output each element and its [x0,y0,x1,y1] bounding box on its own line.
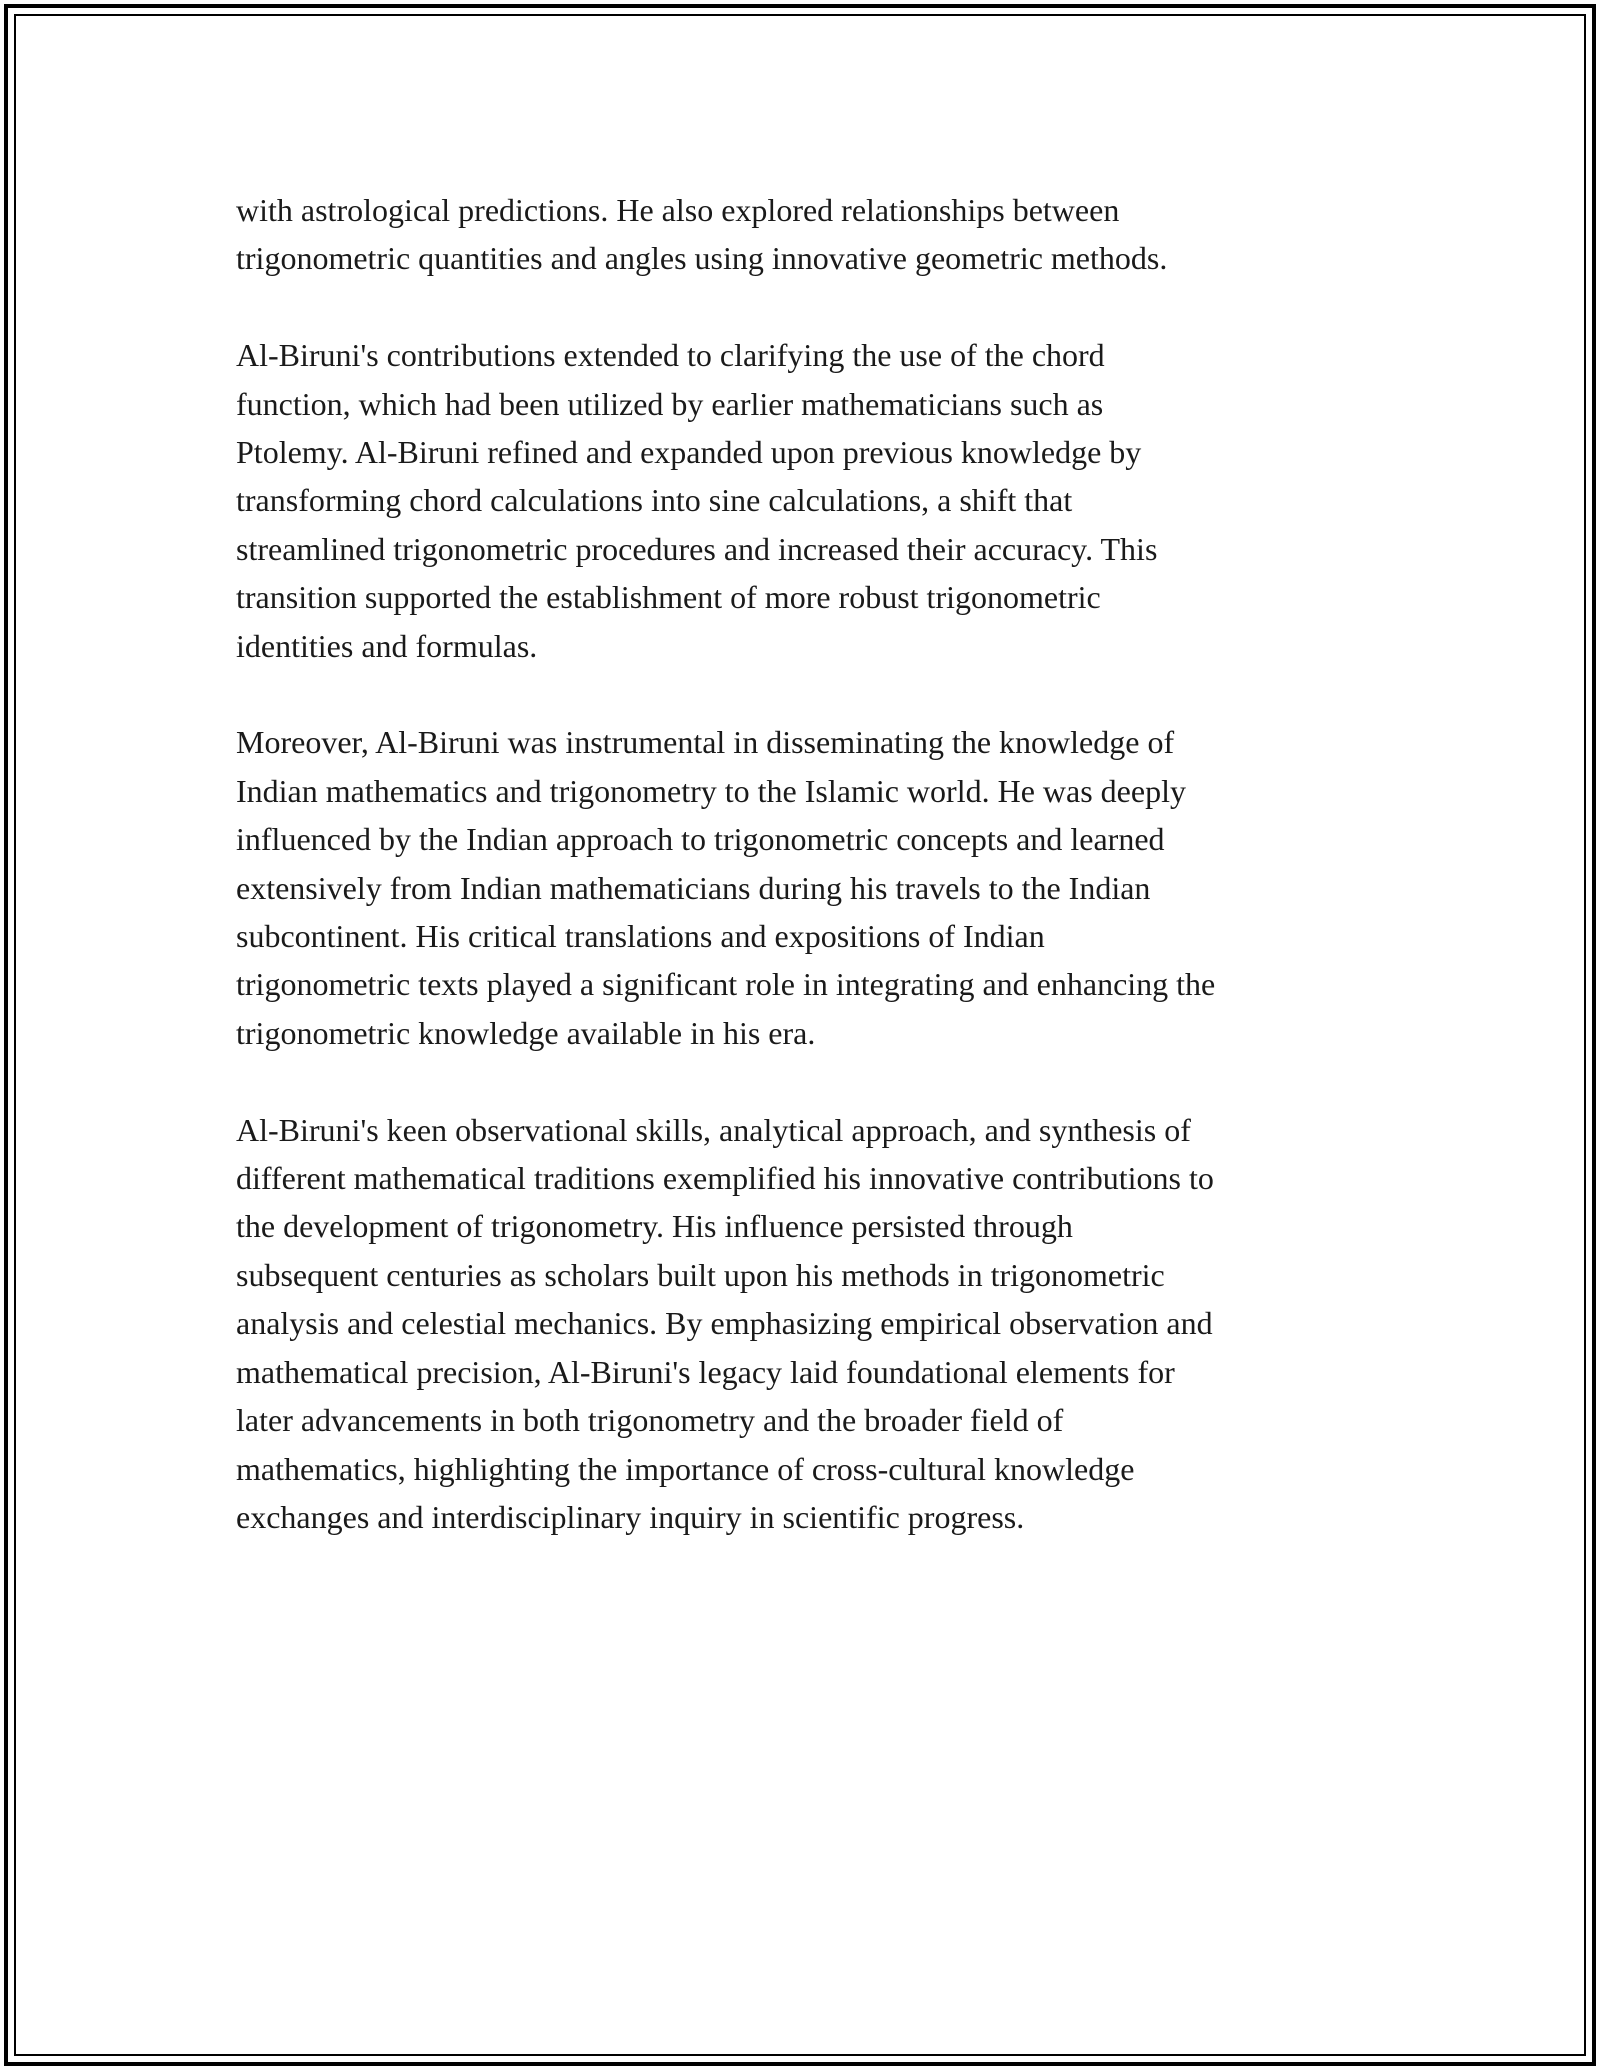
paragraph-3: Moreover, Al-Biruni was instrumental in disseminating the knowledge of Indian mathematics and trigonometry to the Islamic world. He was deeply influenced by the Indian approach to trigonometric concepts and learned extensively from Indian mathematicians during his travels to the Indian subcontinent. His critical translations and expositions of Indian trigonometric texts played a significant role in integrating and enhancing the trigonometric knowledge available in his era. [236,724,1216,1051]
document-body [236,186,1366,1590]
paragraph-1: with astrological predictions. He also explored relationships between trigonometric quantities and angles using innovative geometric methods. [236,192,1168,277]
paragraph-2: Al-Biruni's contributions extended to clarifying the use of the chord function, which had been utilized by earlier mathematicians such as Ptolemy. Al-Biruni refined and expanded upon previous knowledge by transforming chord calculations into sine calculations, a shift that streamlined trigonometric procedures and increased their accuracy. This transition supported the establishment of more robust trigonometric identities and formulas. [236,337,1158,664]
paragraph-4: Al-Biruni's keen observational skills, analytical approach, and synthesis of different mathematical traditions exemplified his innovative contributions to the development of trigonometry. His influence persisted through subsequent centuries as scholars built upon his methods in trigonometric analysis and celestial mechanics. By emphasizing empirical observation and mathematical precision, Al-Biruni's legacy laid foundational elements for later advancements in both trigonometry and the broader field of mathematics, highlighting the importance of cross-cultural knowledge exchanges and interdisciplinary inquiry in scientific progress. [236,1111,1214,1535]
